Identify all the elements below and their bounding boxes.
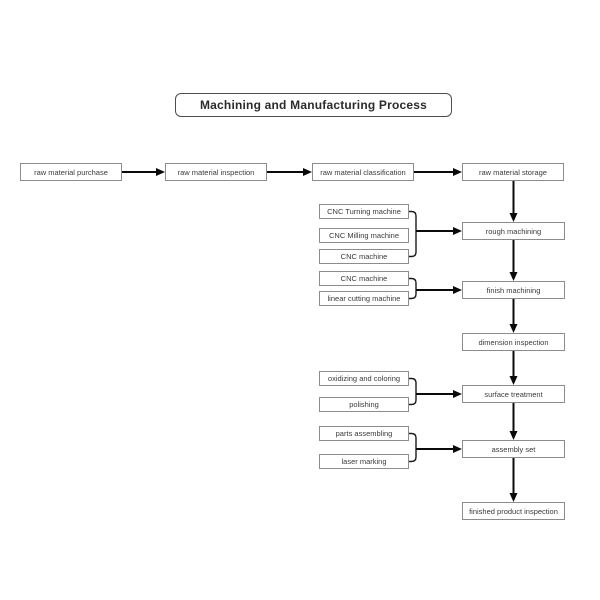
- arrow-group-to-assembly-set: [416, 445, 462, 453]
- arrow-surface-to-assembly-set: [510, 403, 518, 440]
- node-finish-machining: finish machining: [462, 281, 565, 299]
- arrow-group-to-surface-treatment: [416, 390, 462, 398]
- arrow-group-to-finish-machining: [416, 286, 462, 294]
- arrow-storage-to-rough-machining: [510, 181, 518, 222]
- arrow-rough-to-finish-machining: [510, 240, 518, 281]
- arrow-dimension-to-surface-treatment: [510, 351, 518, 385]
- node-raw-material-inspection: raw material inspection: [165, 163, 267, 181]
- bracket-surface-group: [409, 379, 416, 405]
- node-dimension-inspection: dimension inspection: [462, 333, 565, 351]
- diagram-title: Machining and Manufacturing Process: [175, 93, 452, 117]
- node-cnc-machine-2: CNC machine: [319, 271, 409, 286]
- node-finished-product-inspection: finished product inspection: [462, 502, 565, 520]
- node-raw-material-classification: raw material classification: [312, 163, 414, 181]
- arrow-assembly-to-finished-inspection: [510, 458, 518, 502]
- arrow-classification-to-storage: [414, 168, 462, 176]
- node-linear-cutting-machine: linear cutting machine: [319, 291, 409, 306]
- node-polishing: polishing: [319, 397, 409, 412]
- node-cnc-milling-machine: CNC Milling machine: [319, 228, 409, 243]
- node-oxidizing-and-coloring: oxidizing and coloring: [319, 371, 409, 386]
- arrow-group-to-rough-machining: [416, 227, 462, 235]
- node-surface-treatment: surface treatment: [462, 385, 565, 403]
- node-cnc-machine-1: CNC machine: [319, 249, 409, 264]
- arrow-inspection-to-classification: [267, 168, 312, 176]
- node-parts-assembling: parts assembling: [319, 426, 409, 441]
- node-laser-marking: laser marking: [319, 454, 409, 469]
- node-assembly-set: assembly set: [462, 440, 565, 458]
- node-raw-material-purchase: raw material purchase: [20, 163, 122, 181]
- bracket-cnc-group-rough: [409, 212, 416, 257]
- node-rough-machining: rough machining: [462, 222, 565, 240]
- node-raw-material-storage: raw material storage: [462, 163, 564, 181]
- arrow-finish-to-dimension-inspection: [510, 299, 518, 333]
- bracket-assembly-group: [409, 434, 416, 462]
- arrow-purchase-to-inspection: [122, 168, 165, 176]
- node-cnc-turning-machine: CNC Turning machine: [319, 204, 409, 219]
- bracket-cnc-group-finish: [409, 279, 416, 299]
